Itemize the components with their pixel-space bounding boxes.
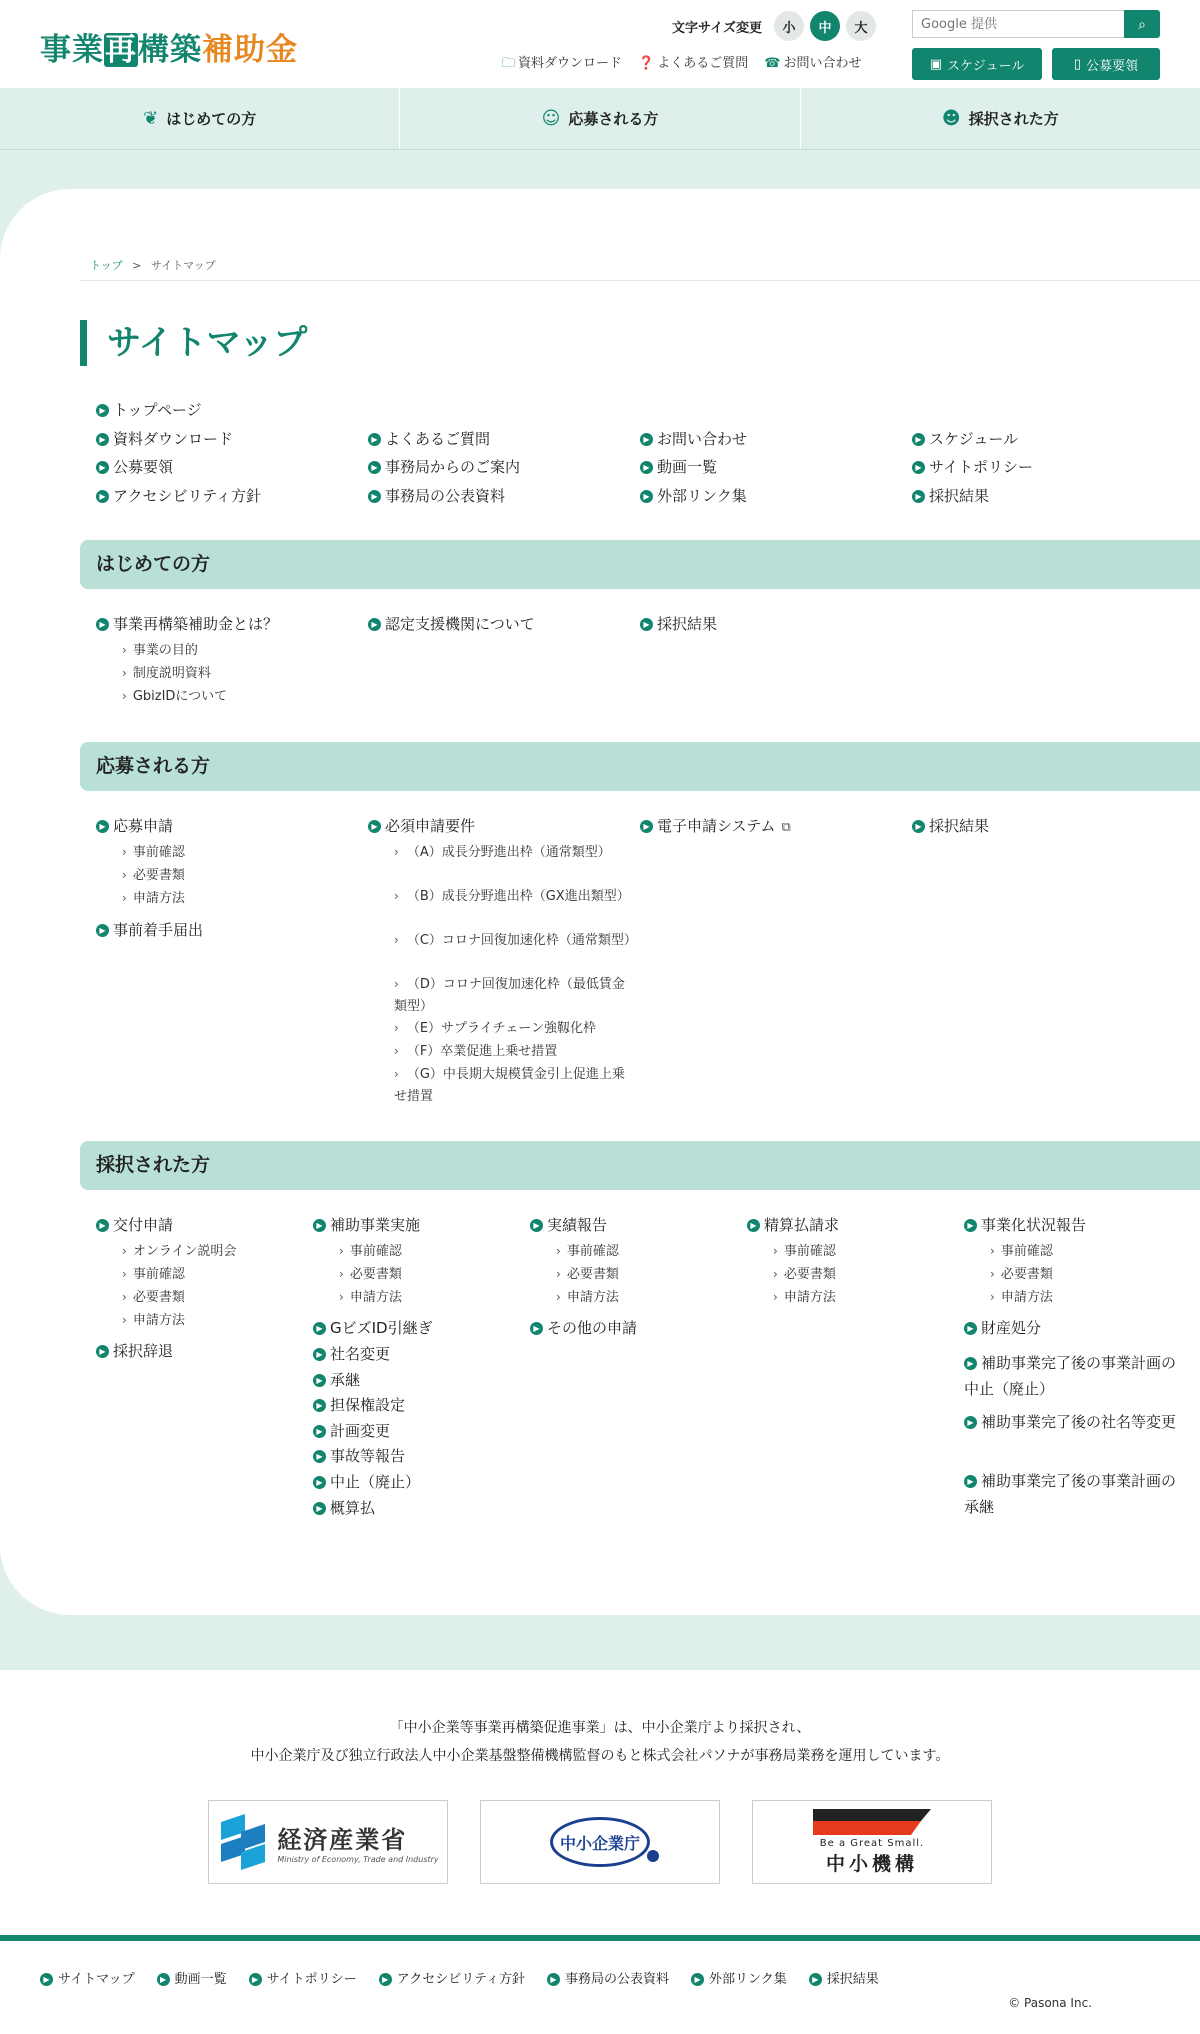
sitemap-link[interactable]: ▶ 担保権設定	[313, 1395, 405, 1415]
font-size-small-button[interactable]: 小	[774, 11, 804, 41]
sitemap-sublink[interactable]: › （F）卒業促進上乗せ措置	[394, 1044, 558, 1059]
chevron-right-icon: ›	[394, 889, 399, 903]
sitemap-link[interactable]: ▶ GビズID引継ぎ	[313, 1318, 433, 1338]
arrow-icon: ▶	[313, 1374, 326, 1387]
sitemap-sublink[interactable]: › （E）サプライチェーン強靱化枠	[394, 1021, 596, 1036]
chevron-right-icon: ›	[339, 1290, 344, 1304]
font-size-switcher	[672, 10, 876, 42]
footer-link[interactable]: ▶ アクセシビリティ方針	[379, 1968, 525, 1987]
question-icon: ❓	[638, 56, 655, 71]
folder-icon: 🗀	[502, 56, 516, 71]
sme-agency-logo-link[interactable]	[480, 1800, 720, 1884]
chevron-right-icon: ›	[339, 1267, 344, 1281]
arrow-icon: ▶	[964, 1322, 977, 1335]
arrow-icon: ▶	[96, 618, 109, 631]
chevron-right-icon: ›	[556, 1290, 561, 1304]
sitemap-sublink[interactable]: › 事前確認	[122, 1267, 185, 1282]
arrow-icon: ▶	[368, 618, 381, 631]
sitemap-link[interactable]: ▶ 採択結果	[912, 816, 989, 836]
chevron-right-icon: ›	[122, 1244, 127, 1258]
download-link[interactable]: 🗀 資料ダウンロード	[502, 56, 623, 71]
search-input[interactable]	[912, 10, 1124, 38]
sitemap-link[interactable]: ▶ 補助事業完了後の社名等変更	[964, 1409, 1184, 1435]
breadcrumb: トップ > サイトマップ	[90, 259, 216, 272]
sitemap-sublink[interactable]: › 申請方法	[339, 1290, 402, 1305]
arrow-icon: ▶	[547, 1973, 560, 1986]
arrow-icon: ▶	[313, 1450, 326, 1463]
arrow-icon: ▶	[809, 1973, 822, 1986]
sitemap-link[interactable]: ▶ 事務局の公表資料	[368, 486, 505, 506]
font-size-large-button[interactable]: 大	[846, 11, 876, 41]
chevron-right-icon: ›	[556, 1267, 561, 1281]
sitemap-link[interactable]: ▶ 外部リンク集	[640, 486, 747, 506]
sitemap-link[interactable]: ▶ 事務局からのご案内	[368, 457, 520, 477]
sitemap-link[interactable]: ▶ 事前着手届出	[96, 920, 203, 940]
sitemap-link[interactable]: ▶ 精算払請求	[747, 1215, 839, 1235]
search-icon: ⌕	[1138, 15, 1146, 32]
sitemap-sublink[interactable]: › 事前確認	[990, 1244, 1053, 1259]
chevron-right-icon: ›	[339, 1244, 344, 1258]
sitemap-sublink[interactable]: › GbizIDについて	[122, 689, 228, 704]
arrow-icon: ▶	[368, 490, 381, 503]
arrow-icon: ▶	[640, 820, 653, 833]
sitemap-link[interactable]: ▶ 実績報告	[530, 1215, 607, 1235]
footer-link[interactable]: ▶ 動画一覧	[157, 1968, 227, 1987]
section-heading-adopted: 採択された方	[80, 1141, 1200, 1190]
arrow-icon: ▶	[691, 1973, 704, 1986]
arrow-icon: ▶	[912, 820, 925, 833]
sitemap-sublink[interactable]: › 事業の目的	[122, 643, 198, 658]
chevron-right-icon: ›	[122, 689, 127, 703]
chevron-right-icon: ›	[556, 1244, 561, 1258]
arrow-icon: ▶	[964, 1357, 977, 1370]
arrow-icon: ▶	[313, 1425, 326, 1438]
guidelines-button[interactable]: ▯ 公募要領	[1052, 48, 1160, 80]
arrow-icon: ▶	[313, 1399, 326, 1412]
search-button[interactable]	[1124, 10, 1160, 38]
sme-agency-logo: 中小企業庁	[550, 1817, 650, 1867]
sitemap-sublink[interactable]: › 必要書類	[122, 1290, 185, 1305]
sitemap-link[interactable]: ▶ サイトポリシー	[912, 457, 1033, 477]
arrow-icon: ▶	[368, 820, 381, 833]
arrow-icon: ▶	[368, 433, 381, 446]
arrow-icon: ▶	[96, 461, 109, 474]
sitemap-link[interactable]: ▶ 中止（廃止）	[313, 1472, 420, 1492]
arrow-icon: ▶	[640, 461, 653, 474]
sitemap-link[interactable]: ▶ 財産処分	[964, 1318, 1041, 1338]
arrow-icon: ▶	[379, 1973, 392, 1986]
sitemap-sublink[interactable]: › （G）中長期大規模賃金引上促進上乗せ措置	[394, 1067, 625, 1104]
sitemap-link[interactable]: ▶ 事業化状況報告	[964, 1215, 1086, 1235]
sitemap-link[interactable]: ▶ 採択結果	[912, 486, 989, 506]
arrow-icon: ▶	[96, 820, 109, 833]
sitemap-sublink[interactable]: › 事前確認	[773, 1244, 836, 1259]
chevron-right-icon: ›	[990, 1244, 995, 1258]
arrow-icon: ▶	[640, 618, 653, 631]
main-nav	[0, 88, 1200, 150]
arrow-icon: ▶	[530, 1322, 543, 1335]
chevron-right-icon: ›	[394, 1067, 399, 1081]
sitemap-sublink[interactable]: › 申請方法	[773, 1290, 836, 1305]
chevron-right-icon: ›	[394, 1044, 399, 1058]
sitemap-link[interactable]: ▶ 公募要領	[96, 457, 173, 477]
arrow-icon: ▶	[640, 433, 653, 446]
sitemap-link[interactable]: ▶ 資料ダウンロード	[96, 429, 233, 449]
arrow-icon: ▶	[640, 490, 653, 503]
arrow-icon: ▶	[96, 1345, 109, 1358]
font-size-medium-button[interactable]: 中	[810, 11, 840, 41]
breadcrumb-home[interactable]: トップ	[90, 259, 123, 272]
sitemap-sublink[interactable]: › 必要書類	[122, 868, 185, 883]
chevron-right-icon: ›	[773, 1244, 778, 1258]
document-icon: ▯	[1073, 56, 1082, 72]
arrow-icon: ▶	[912, 461, 925, 474]
sitemap-link[interactable]: ▶ 動画一覧	[640, 457, 717, 477]
arrow-icon: ▶	[96, 433, 109, 446]
arrow-icon: ▶	[313, 1348, 326, 1361]
chevron-right-icon: ›	[394, 933, 399, 947]
beginner-mark-icon: ❦	[143, 108, 159, 129]
sitemap-link[interactable]: ▶ 社名変更	[313, 1344, 390, 1364]
sitemap-link[interactable]: ▶ スケジュール	[912, 429, 1018, 449]
sitemap-link[interactable]: ▶ 補助事業実施	[313, 1215, 420, 1235]
sitemap-link[interactable]: ▶ 計画変更	[313, 1421, 390, 1441]
nav-adopted[interactable]: ☻ 採択された方	[941, 108, 1059, 129]
sitemap-sublink[interactable]: › 事前確認	[122, 845, 185, 860]
sitemap-sublink[interactable]: › 事前確認	[556, 1244, 619, 1259]
section-heading-beginners: はじめての方	[80, 540, 1200, 589]
breadcrumb-current: サイトマップ	[150, 259, 216, 272]
sitemap-sublink[interactable]: › 申請方法	[556, 1290, 619, 1305]
nav-applicants[interactable]: ☺ 応募される方	[400, 88, 800, 149]
nav-beginners[interactable]: ❦ はじめての方	[0, 88, 400, 149]
arrow-icon: ▶	[313, 1502, 326, 1515]
utility-links	[502, 52, 861, 76]
font-size-label: 文字サイズ変更	[672, 20, 762, 36]
arrow-icon: ▶	[40, 1973, 53, 1986]
footer-link[interactable]: ▶ サイトポリシー	[249, 1968, 357, 1987]
meti-logo-link[interactable]: 経済産業省 Ministry of Economy, Trade and Industry	[208, 1800, 448, 1884]
sitemap-link[interactable]: ▶ 採択辞退	[96, 1341, 173, 1361]
sitemap-link[interactable]: ▶ 採択結果	[640, 614, 717, 634]
arrow-icon: ▶	[964, 1416, 977, 1429]
chevron-right-icon: ›	[773, 1290, 778, 1304]
arrow-icon: ▶	[313, 1476, 326, 1489]
sitemap-link[interactable]: ▶ お問い合わせ	[640, 429, 747, 449]
sitemap-link[interactable]: ▶ 概算払	[313, 1498, 375, 1518]
chevron-right-icon: ›	[122, 1267, 127, 1281]
faq-link[interactable]: ❓ よくあるご質問	[638, 56, 749, 71]
arrow-icon: ▶	[157, 1973, 170, 1986]
chevron-right-icon: ›	[394, 977, 399, 991]
arrow-icon: ▶	[912, 433, 925, 446]
chevron-right-icon: ›	[122, 666, 127, 680]
schedule-button[interactable]: ▣ スケジュール	[912, 48, 1042, 80]
chevron-right-icon: ›	[394, 1021, 399, 1035]
chevron-right-icon: ›	[394, 845, 399, 859]
arrow-icon: ▶	[368, 461, 381, 474]
sitemap-sublink[interactable]: › 必要書類	[773, 1267, 836, 1282]
site-search	[912, 10, 1160, 38]
sitemap-sublink[interactable]: › （A）成長分野進出枠（通常類型）	[394, 845, 611, 860]
copyright: © Pasona Inc.	[1008, 1996, 1092, 2010]
footer-statement: 「中小企業等事業再構築促進事業」は、中小企業庁より採択され、 中小企業庁及び独立行政法人中小企業基盤整備機構監督のもと株式会社パソナが事務局業務を運用しています。	[250, 1720, 950, 1764]
sitemap-sublink[interactable]: › オンライン説明会	[122, 1244, 237, 1259]
arrow-icon: ▶	[96, 1219, 109, 1232]
footer-link[interactable]: ▶ 採択結果	[809, 1968, 879, 1987]
site-header	[0, 0, 1200, 88]
arrow-icon: ▶	[96, 490, 109, 503]
sitemap-link-top[interactable]: ▶ トップページ	[96, 400, 202, 420]
sitemap-sublink[interactable]: › 必要書類	[556, 1267, 619, 1282]
chevron-right-icon: ›	[122, 1313, 127, 1327]
sitemap-link[interactable]: ▶ 応募申請	[96, 816, 173, 836]
arrow-icon: ▶	[530, 1219, 543, 1232]
person-icon: ☻	[941, 108, 961, 129]
calendar-icon: ▣	[929, 56, 943, 72]
sitemap-sublink[interactable]: › （D）コロナ回復加速化枠（最低賃金類型）	[394, 977, 625, 1014]
chevron-right-icon: ›	[990, 1267, 995, 1281]
sitemap-link-external[interactable]: ▶ 電子申請システム ⧉	[640, 816, 791, 838]
arrow-icon: ▶	[964, 1475, 977, 1488]
contact-link[interactable]: ☎ お問い合わせ	[764, 56, 862, 71]
chevron-right-icon: ›	[773, 1267, 778, 1281]
arrow-icon: ▶	[747, 1219, 760, 1232]
sitemap-sublink[interactable]: › 申請方法	[990, 1290, 1053, 1305]
sitemap-link[interactable]: ▶ 補助事業完了後の事業計画の承継	[964, 1472, 1177, 1516]
meti-logo-icon	[217, 1814, 269, 1870]
sitemap-link[interactable]: ▶ 承継	[313, 1370, 360, 1390]
arrow-icon: ▶	[249, 1973, 262, 1986]
sitemap-link[interactable]: ▶ 事故等報告	[313, 1446, 405, 1466]
footer-link[interactable]: ▶ 事務局の公表資料	[547, 1968, 669, 1987]
chevron-right-icon: ›	[122, 891, 127, 905]
sitemap-sublink[interactable]: › 必要書類	[990, 1267, 1053, 1282]
sitemap-sublink[interactable]: › （C）コロナ回復加速化枠（通常類型）	[394, 933, 637, 948]
chevron-right-icon: ›	[122, 845, 127, 859]
phone-icon: ☎	[764, 56, 781, 71]
arrow-icon: ▶	[313, 1322, 326, 1335]
footer-nav	[40, 1968, 879, 1987]
sitemap-link[interactable]: ▶ 事業再構築補助金とは？	[96, 614, 278, 634]
chevron-right-icon: ›	[122, 643, 127, 657]
arrow-icon: ▶	[912, 490, 925, 503]
sitemap-link[interactable]: ▶ よくあるご質問	[368, 429, 490, 449]
site-logo[interactable]: 事業再構築補助金	[40, 32, 298, 68]
sitemap-sublink[interactable]: › 事前確認	[339, 1244, 402, 1259]
chevron-right-icon: ›	[122, 868, 127, 882]
sitemap-link[interactable]: ▶ 補助事業完了後の事業計画の中止（廃止）	[964, 1354, 1177, 1398]
sitemap-sublink[interactable]: › 必要書類	[339, 1267, 402, 1282]
sitemap-link[interactable]: ▶ 交付申請	[96, 1215, 173, 1235]
arrow-icon: ▶	[964, 1219, 977, 1232]
external-window-icon: ⧉	[781, 820, 791, 835]
sitemap-link[interactable]: ▶ 必須申請要件	[368, 816, 475, 836]
footer-divider	[0, 1935, 1200, 1941]
sitemap-sublink[interactable]: › 申請方法	[122, 891, 185, 906]
chevron-right-icon: ›	[122, 1290, 127, 1304]
footer-link[interactable]: ▶ サイトマップ	[40, 1968, 135, 1987]
section-heading-applicants: 応募される方	[80, 742, 1200, 791]
arrow-icon: ▶	[96, 924, 109, 937]
sitemap-sublink[interactable]: › 制度説明資料	[122, 666, 211, 681]
footer-link[interactable]: ▶ 外部リンク集	[691, 1968, 787, 1987]
divider	[80, 280, 1200, 281]
page-title: サイトマップ	[80, 320, 307, 366]
sitemap-sublink[interactable]: › 申請方法	[122, 1313, 185, 1328]
person-outline-icon: ☺	[541, 108, 561, 129]
chevron-right-icon: ›	[990, 1290, 995, 1304]
sitemap-link[interactable]: ▶ 認定支援機関について	[368, 614, 535, 634]
smrj-logo-link[interactable]: Be a Great Small. 中小機構	[752, 1800, 992, 1884]
smrj-logo-icon	[813, 1809, 931, 1835]
arrow-icon: ▶	[96, 404, 109, 417]
sitemap-sublink[interactable]: › （B）成長分野進出枠（GX進出類型）	[394, 889, 630, 904]
sitemap-link[interactable]: ▶ その他の申請	[530, 1318, 637, 1338]
arrow-icon: ▶	[313, 1219, 326, 1232]
sitemap-link[interactable]: ▶ アクセシビリティ方針	[96, 486, 261, 506]
